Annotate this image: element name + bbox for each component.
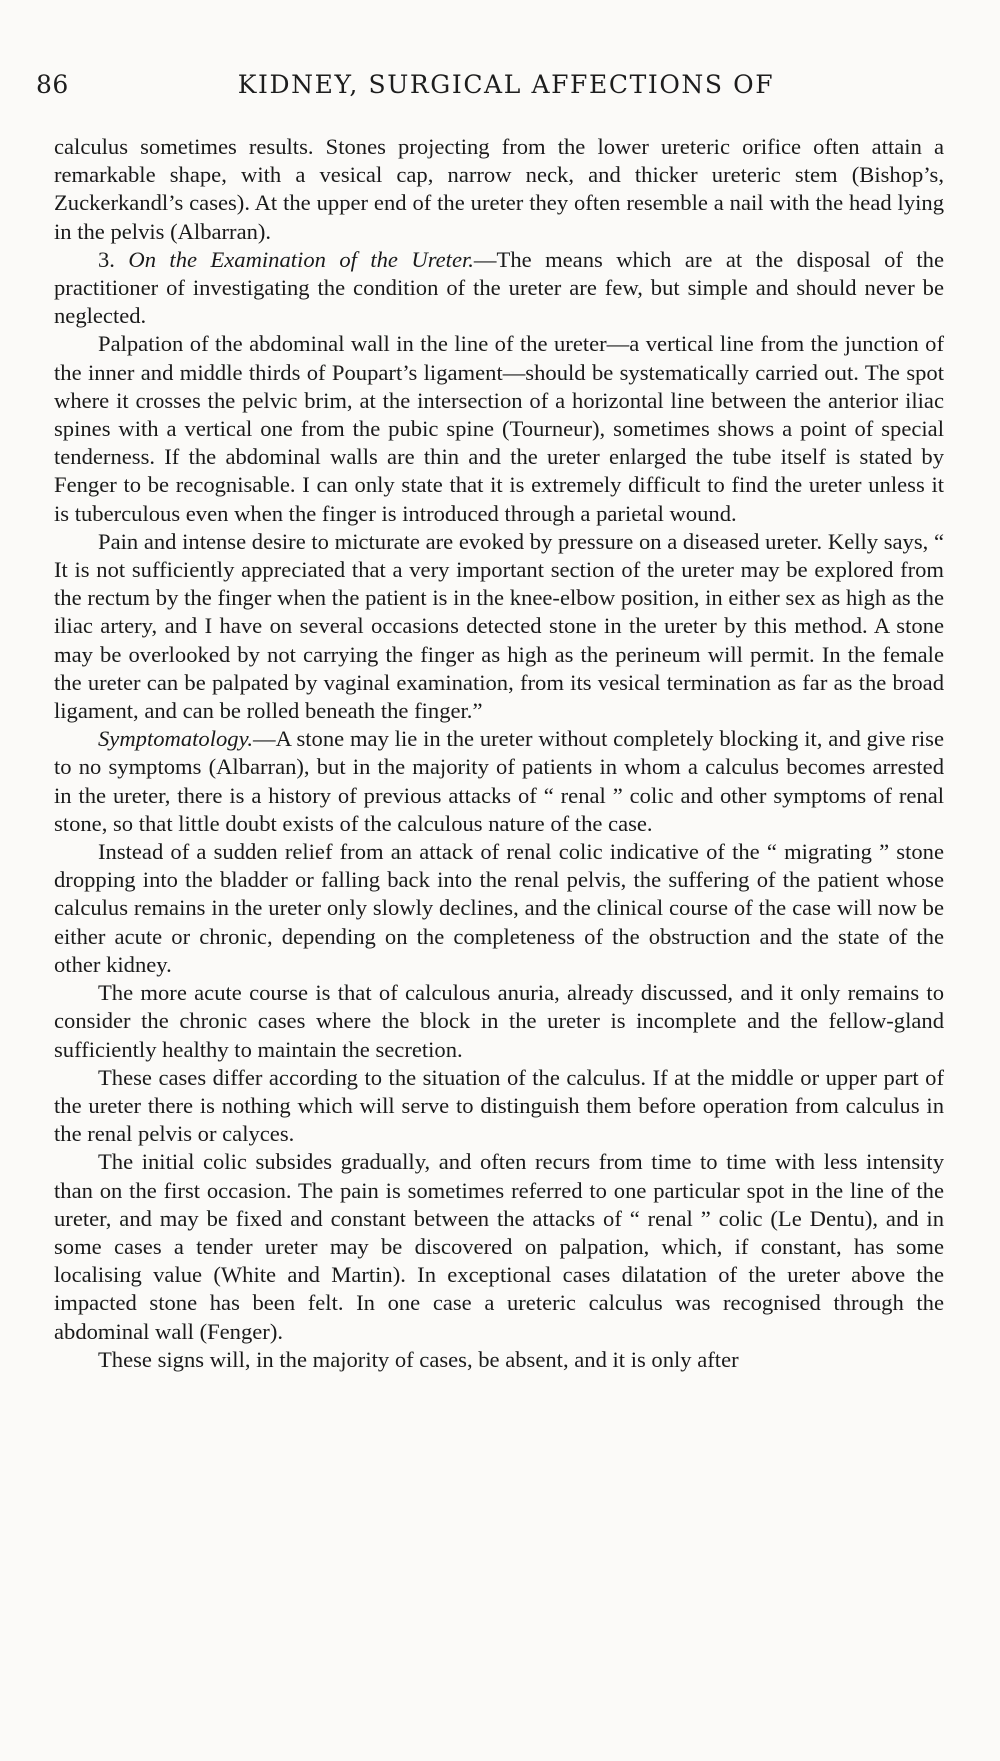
paragraph-text: Pain and intense desire to micturate are evoked by pressure on a diseased ureter. Kelly says, “ It is not sufficiently appreciated that a very important section of the ureter may be explored from the rectum by the finger when the patient is in the knee-elbow position, in either sex as high as the iliac artery, and I have on several occasions detected stone in the ureter by this method. A stone may be overlooked by not carrying the finger as high as the perineum will permit. In the female the ureter can be palpated by vaginal examination, from its vesical termination as far as the broad ligament, and can be rolled beneath the finger.” [54, 528, 944, 724]
paragraph-initial-colic [54, 1148, 944, 1345]
running-title: KIDNEY, SURGICAL AFFECTIONS OF [237, 70, 775, 99]
paragraph-examination-of-ureter [54, 246, 944, 331]
paragraph-text: calculus sometimes results. Stones projecting from the lower ureteric orifice often attain a remarkable shape, with a vesical cap, narrow neck, and thicker ureteric stem (Bishop’s, Zuckerkandl’s cases). At the upper end of the ureter they often resemble a nail with the head lying in the pelvis (Albarran). [54, 134, 944, 244]
paragraph-text: The initial colic subsides gradually, and often recurs from time to time with less intensity than on the first occasion. The pain is sometimes referred to one particular spot in the line of the ureter, and may be fixed and constant between the attacks of “ renal ” colic (Le Dentu), and in some cases a tender ureter may be discovered on palpation, which, if constant, has some localising value (White and Martin). In exceptional cases dilatation of the ureter above the impacted stone has been felt. In one case a ureteric calculus was recognised through the abdominal wall (Fenger). [54, 1149, 944, 1344]
paragraph-text: These signs will, in the majority of cases, be absent, and it is only after [98, 1346, 739, 1372]
paragraph-symptomatology [54, 725, 944, 838]
paragraph-cases-differ [54, 1064, 944, 1149]
paragraph-palpation [54, 330, 944, 527]
paragraph-text: The more acute course is that of calculous anuria, already discussed, and it only remains to consider the chronic cases where the block in the ureter is incomplete and the fellow-gland sufficiently healthy to maintain the secretion. [54, 980, 944, 1062]
paragraph-text: These cases differ according to the situation of the calculus. If at the middle or upper part of the ureter there is nothing which will serve to distinguish them before operation from calculus in the renal pelvis or calyces. [54, 1064, 944, 1147]
paragraph-sudden-relief [54, 838, 944, 979]
paragraph-text: Instead of a sudden relief from an attack of renal colic indicative of the “ migrating ” stone dropping into the bladder or falling back into the renal pelvis, the suffering of the patient whose calculus remains in the ureter only slowly declines, and the clinical course of the case will now be either acute or chronic, depending on the completeness of the obstruction and the state of the other kidney. [54, 839, 944, 977]
paragraph-pain [54, 528, 944, 725]
paragraph-these-signs [54, 1346, 944, 1374]
page-header [36, 70, 956, 110]
paragraph-acute-course [54, 979, 944, 1064]
page-number: 86 [36, 70, 69, 99]
paragraph-text: —The means which are at the disposal of the practitioner of investigating the condition of the ureter are few, but simple and should never be neglected. [54, 246, 944, 329]
body-text [54, 133, 944, 1374]
section-number: 3. [98, 246, 129, 272]
paragraph-continuation [54, 133, 944, 246]
paragraph-text: Palpation of the abdominal wall in the line of the ureter—a vertical line from the junction of the inner and middle thirds of Poupart’s ligament—should be systematically carried out. The spot where it crosses the pelvic brim, at the intersection of a horizontal line between the anterior iliac spines with a vertical one from the pubic spine (Tourneur), sometimes shows a point of special tenderness. If the abdominal walls are thin and the ureter enlarged the tube itself is stated by Fenger to be recognisable. I can only state that it is extremely difficult to find the ureter unless it is tuberculous even when the finger is introduced through a parietal wound. [54, 331, 944, 526]
paragraph-text: —A stone may lie in the ureter without completely blocking it, and give rise to no symptoms (Albarran), but in the majority of patients in whom a calculus becomes arrested in the ureter, there is a history of previous attacks of “ renal ” colic and other symptoms of renal stone, so that little doubt exists of the calculous nature of the case. [54, 726, 944, 836]
section-heading: Symptomatology. [98, 726, 254, 752]
section-heading: On the Examination of the Ureter. [128, 246, 474, 272]
